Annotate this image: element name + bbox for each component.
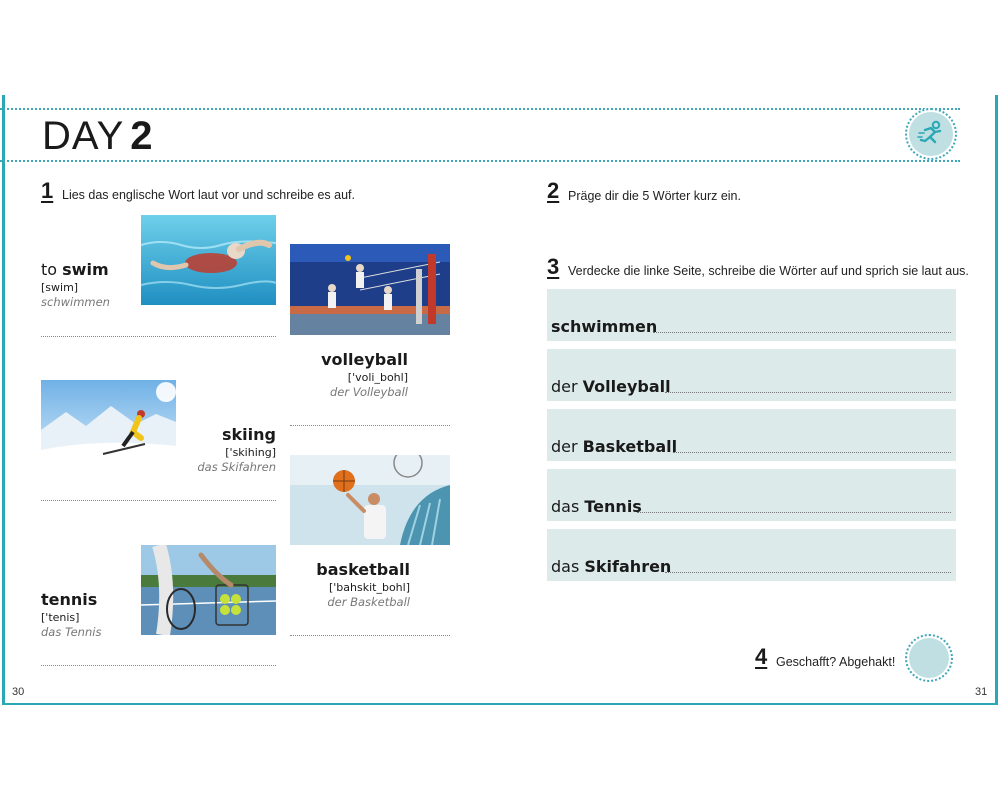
word-swim [41, 260, 110, 309]
write-line-skiing[interactable] [41, 500, 276, 501]
word-volleyball-pronunciation: ['voli_bohl] [347, 371, 408, 384]
practice-article: der [551, 437, 583, 456]
word-basketball-text: basketball [316, 560, 410, 579]
runner-icon [916, 119, 946, 149]
practice-word: schwimmen [551, 317, 658, 336]
step-3-instruction: Verdecke die linke Seite, schreibe die Wörter auf und sprich sie laut aus. [568, 264, 969, 278]
word-skiing-pronunciation: ['skihing] [225, 446, 276, 459]
practice-word: Tennis [584, 497, 642, 516]
step-3-number: 3 [547, 254, 560, 279]
day-number: 2 [130, 114, 154, 158]
step-4-number: 4 [755, 644, 768, 669]
practice-row-tennis[interactable] [547, 469, 956, 521]
practice-write-line[interactable] [665, 572, 951, 573]
step-2-instruction: Präge dir die 5 Wörter kurz ein. [568, 189, 741, 203]
completion-checkbox[interactable] [905, 634, 953, 682]
practice-word: Basketball [582, 437, 678, 456]
word-tennis-pronunciation: ['tenis] [41, 611, 80, 624]
practice-word: Volleyball [582, 377, 671, 396]
word-volleyball-translation: der Volleyball [330, 385, 408, 399]
practice-article: das [551, 497, 585, 516]
practice-row-basketball[interactable] [547, 409, 956, 461]
word-tennis [41, 590, 101, 639]
practice-row-schwimmen[interactable] [547, 289, 956, 341]
basketball-photo [290, 455, 450, 545]
practice-article: das [551, 557, 585, 576]
runner-badge [905, 108, 957, 160]
word-tennis-text: tennis [41, 590, 98, 609]
word-basketball-pronunciation: ['bahskit_bohl] [328, 581, 410, 594]
word-volleyball-text: volleyball [321, 350, 408, 369]
header-divider-top [0, 108, 960, 110]
word-swim-translation: schwimmen [41, 295, 110, 309]
word-basketball [290, 560, 410, 609]
header-divider-bottom [0, 160, 960, 162]
word-skiing-text: skiing [222, 425, 276, 444]
word-skiing [150, 425, 276, 474]
word-basketball-translation: der Basketball [327, 595, 410, 609]
write-line-volleyball[interactable] [290, 425, 450, 426]
word-tennis-translation: das Tennis [41, 625, 102, 639]
practice-write-line[interactable] [653, 332, 951, 333]
practice-write-line[interactable] [637, 512, 951, 513]
write-line-basketball[interactable] [290, 635, 450, 636]
write-line-tennis[interactable] [41, 665, 276, 666]
write-line-swim[interactable] [41, 336, 276, 337]
practice-word: Skifahren [584, 557, 672, 576]
swimming-photo [141, 215, 276, 305]
volleyball-photo [290, 244, 450, 335]
step-2-number: 2 [547, 178, 560, 203]
practice-row-skifahren[interactable] [547, 529, 956, 581]
day-label: DAY [42, 114, 125, 158]
page-number-right: 31 [975, 686, 988, 698]
word-skiing-translation: das Skifahren [197, 460, 276, 474]
word-swim-text: swim [62, 260, 109, 279]
tennis-photo [141, 545, 276, 635]
page-number-left: 30 [12, 686, 25, 698]
practice-article: der [551, 377, 583, 396]
practice-write-line[interactable] [665, 392, 951, 393]
word-swim-pronunciation: [swim] [41, 281, 79, 294]
step-1-instruction: Lies das englische Wort laut vor und schreibe es auf. [62, 188, 355, 202]
word-volleyball [290, 350, 408, 399]
word-swim-prefix: to [41, 260, 63, 279]
step-4-instruction: Geschafft? Abgehakt! [776, 655, 896, 669]
step-1-number: 1 [41, 178, 54, 203]
page-title [42, 114, 154, 159]
practice-row-volleyball[interactable] [547, 349, 956, 401]
practice-write-line[interactable] [673, 452, 951, 453]
